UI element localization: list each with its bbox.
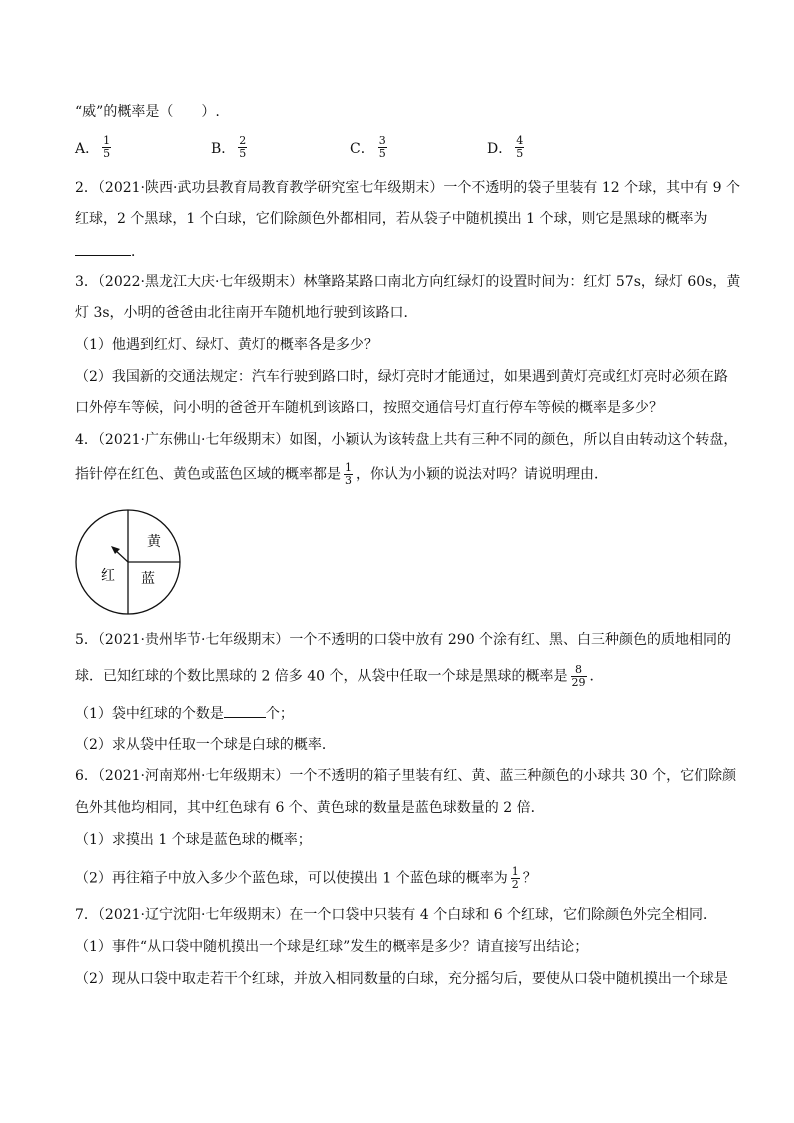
q2-line-1: 2．（2021·陕西·武功县教育局教育教学研究室七年级期末）一个不透明的袋子里装有 12 个球，其中有 9 个: [75, 180, 740, 196]
fraction-denominator: 5: [103, 147, 111, 160]
q5-line-2: [75, 664, 604, 689]
q5-sub-2: （2）求从袋中任取一个球是白球的概率．: [75, 737, 336, 753]
q4-fraction: [344, 462, 353, 487]
wheel-label-blue: 蓝: [141, 571, 155, 587]
wheel-label-red: 红: [101, 568, 115, 584]
q3-sub-2-line-2: 口外停车等候，问小明的爸爸开车随机到该路口，按照交通信号灯直行停车等候的概率是多少？: [75, 400, 663, 416]
q3-line-2: 灯 3s，小明的爸爸由北往南开车随机地行驶到该路口．: [75, 305, 418, 321]
q2-line-3: [75, 241, 145, 262]
fraction-numerator: 1: [103, 134, 111, 147]
spinner-wheel-figure: [73, 507, 183, 617]
q1-option-d: [487, 135, 527, 160]
q1-stem-tail: “威”的概率是（ ）.: [75, 104, 220, 120]
q6-sub-2-post: ？: [522, 870, 537, 887]
option-letter: D．: [487, 140, 513, 157]
q7-sub-1: （1）事件“从口袋中随机摸出一个球是红球”发生的概率是多少？请直接写出结论；: [75, 939, 589, 955]
fraction-denominator: 5: [516, 147, 524, 160]
q2-end: ．: [131, 244, 145, 260]
option-letter: A．: [75, 140, 100, 157]
answer-blank: [75, 241, 131, 256]
answer-blank: [224, 703, 266, 718]
q6-sub-1: （1）求摸出 1 个球是蓝色球的概率；: [75, 832, 312, 848]
q4-line-2: [75, 462, 608, 487]
fraction-numerator: 1: [345, 461, 352, 474]
q5-fraction: [571, 664, 587, 689]
q1-option-b: [211, 135, 250, 160]
q6-fraction: [511, 866, 520, 891]
fraction-numerator: 8: [575, 663, 583, 676]
q3-line-1: 3．（2022·黑龙江大庆·七年级期末）林肇路某路口南北方向红绿灯的设置时间为：红灯 57s，绿灯 60s，黄: [75, 274, 741, 290]
q5-line-1: 5．（2021·贵州毕节·七年级期末）一个不透明的口袋中放有 290 个涂有红、黑、白三种颜色的质地相同的: [75, 632, 732, 648]
option-letter: C．: [350, 140, 375, 157]
option-fraction: [238, 135, 247, 160]
q7-sub-2: （2）现从口袋中取走若干个红球，并放入相同数量的白球，充分摇匀后，要使从口袋中随机摸出一个球是: [75, 971, 728, 987]
fraction-denominator: 2: [511, 878, 519, 891]
option-letter: B．: [211, 140, 236, 157]
q7-line-1: 7．（2021·辽宁沈阳·七年级期末）在一个口袋中只装有 4 个白球和 6 个红球，它们除颜色外完全相同．: [75, 907, 718, 923]
q3-sub-1: （1）他遇到红灯、绿灯、黄灯的概率各是多少？: [75, 337, 378, 353]
q5-line-2-pre: 球．已知红球的个数比黑球的 2 倍多 40 个，从袋中任取一个球是黑球的概率是: [75, 668, 568, 685]
q3-sub-2-line-1: （2）我国新的交通法规定：汽车行驶到路口时，绿灯亮时才能通过，如果遇到黄灯亮或红灯亮时必须在路: [75, 369, 728, 385]
fraction-denominator: 5: [378, 147, 386, 160]
q5-sub-1-pre: （1）袋中红球的个数是: [75, 706, 224, 722]
q5-sub-1-post: 个；: [265, 706, 294, 722]
q6-line-1: 6．（2021·河南郑州·七年级期末）一个不透明的箱子里装有红、黄、蓝三种颜色的小球共 30 个，它们除颜: [75, 768, 737, 784]
q4-line-2-post: ，你认为小颖的说法对吗？请说明理由．: [356, 466, 608, 483]
q6-sub-2-pre: （2）再往箱子中放入多少个蓝色球，可以使摸出 1 个蓝色球的概率为: [75, 870, 508, 887]
fraction-denominator: 29: [571, 676, 586, 689]
q4-line-1: 4．（2021·广东佛山·七年级期末）如图，小颖认为该转盘上共有三种不同的颜色，所以自由转动这个转盘，: [75, 432, 738, 448]
q1-option-a: [75, 135, 114, 160]
fraction-numerator: 3: [378, 134, 386, 147]
q2-line-2: 红球，2 个黑球，1 个白球，它们除颜色外都相同，若从袋子中随机摸出 1 个球，则它是黑球的概率为: [75, 211, 708, 227]
option-fraction: [102, 135, 111, 160]
q5-line-2-post: ．: [589, 668, 604, 685]
wheel-label-yellow: 黄: [147, 534, 161, 550]
option-fraction: [515, 135, 524, 160]
q5-sub-1: [75, 703, 294, 724]
q6-sub-2: [75, 866, 537, 891]
q6-line-2: 色外其他均相同，其中红色球有 6 个、黄色球的数量是蓝色球数量的 2 倍．: [75, 800, 545, 816]
fraction-denominator: 3: [345, 474, 352, 487]
fraction-numerator: 1: [511, 865, 519, 878]
q1-option-c: [350, 135, 390, 160]
fraction-numerator: 2: [239, 134, 247, 147]
fraction-denominator: 5: [239, 147, 247, 160]
q4-line-2-pre: 指针停在红色、黄色或蓝色区域的概率都是: [75, 466, 341, 483]
fraction-numerator: 4: [516, 134, 524, 147]
option-fraction: [378, 135, 387, 160]
